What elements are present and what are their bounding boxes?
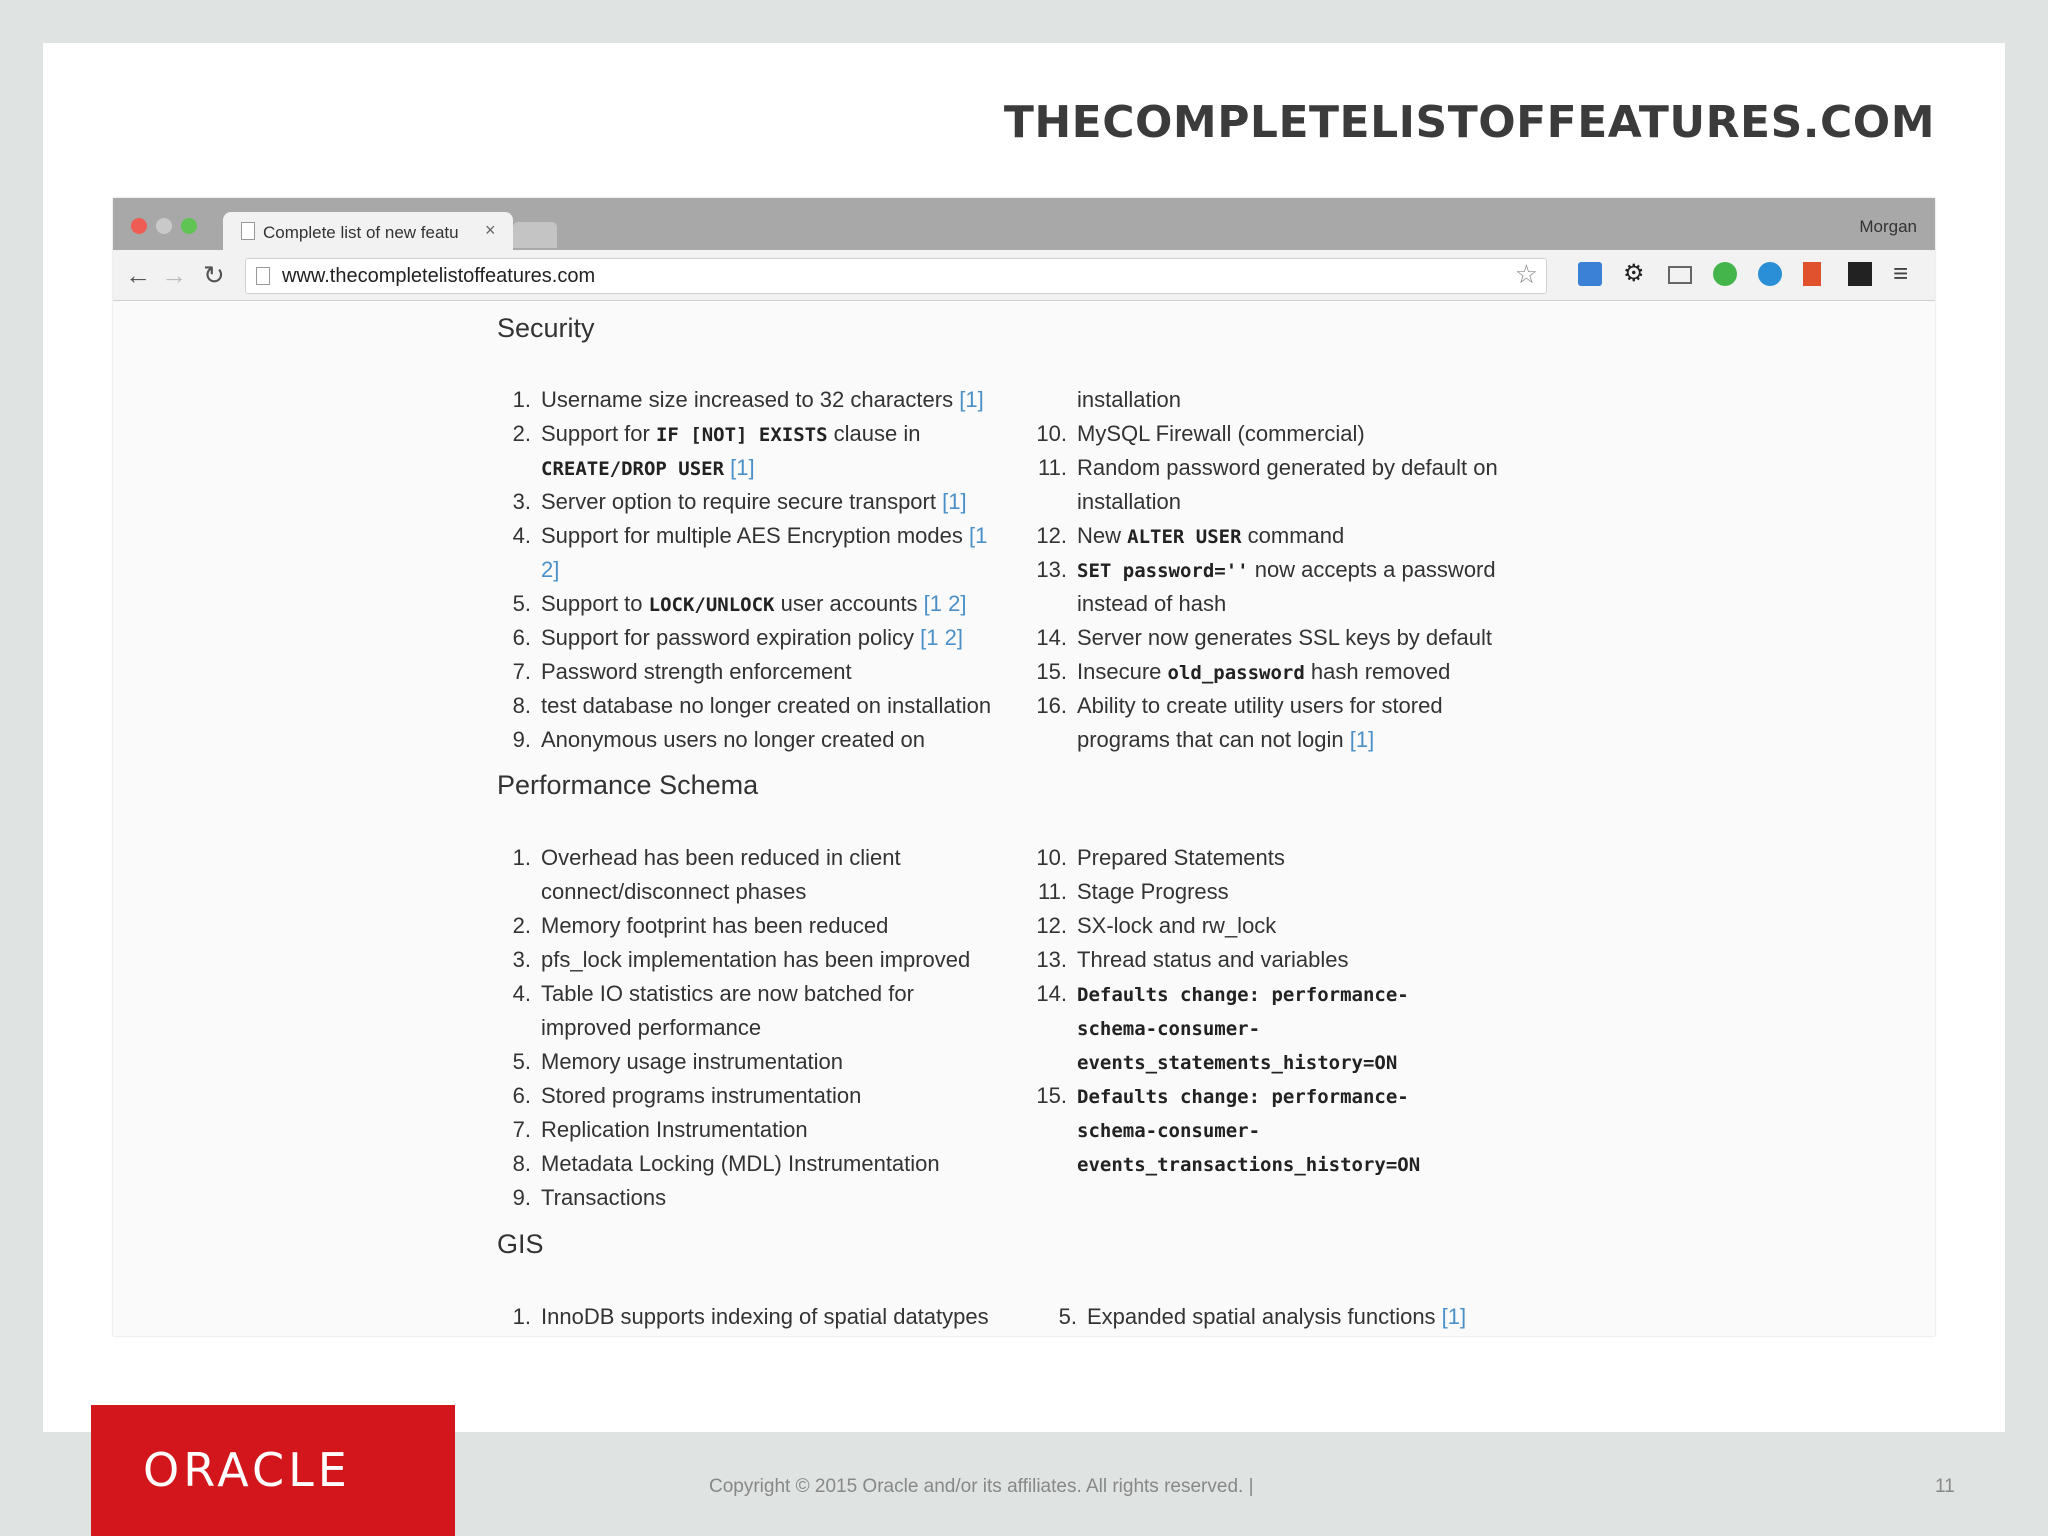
list-text: Support for password expiration policy [1 2] bbox=[541, 625, 963, 650]
page-icon bbox=[256, 267, 270, 285]
list-text: CREATE/DROP USER [1] bbox=[541, 455, 755, 480]
list-number: 5. bbox=[512, 591, 531, 616]
list-number: 8. bbox=[512, 1151, 531, 1176]
url-text: www.thecompletelistoffeatures.com bbox=[282, 265, 596, 287]
list-number: 9. bbox=[512, 1185, 531, 1210]
list-text: Prepared Statements bbox=[1077, 845, 1285, 870]
list-text: Table IO statistics are now batched for bbox=[541, 981, 914, 1006]
list-text: Username size increased to 32 characters [1] bbox=[541, 387, 984, 412]
address-bar[interactable] bbox=[245, 258, 1547, 294]
list-text: Support for multiple AES Encryption modes [1 bbox=[541, 523, 988, 548]
maximize-window-button[interactable] bbox=[181, 218, 197, 234]
hangouts-icon[interactable] bbox=[1713, 262, 1737, 286]
list-number: 3. bbox=[512, 489, 531, 514]
oracle-logo: ORACLE bbox=[143, 1443, 351, 1497]
list-number: 9. bbox=[512, 727, 531, 752]
back-icon[interactable]: ← bbox=[125, 260, 151, 290]
list-text: Support to LOCK/UNLOCK user accounts [1 2] bbox=[541, 591, 967, 616]
tab-bar bbox=[113, 198, 1935, 250]
list-text: instead of hash bbox=[1077, 591, 1227, 616]
list-text: pfs_lock implementation has been improved bbox=[541, 947, 971, 972]
list-text: Password strength enforcement bbox=[541, 659, 852, 684]
list-number: 11. bbox=[1038, 455, 1067, 480]
list-text: Transactions bbox=[541, 1185, 667, 1210]
slide-title: THECOMPLETELISTOFFEATURES.COM bbox=[1003, 97, 1935, 148]
bookmark-extension-icon[interactable] bbox=[1803, 262, 1821, 286]
browser-toolbar bbox=[113, 250, 1935, 301]
cast-icon[interactable] bbox=[1668, 266, 1692, 284]
list-text: Metadata Locking (MDL) Instrumentation bbox=[541, 1151, 940, 1176]
list-text: improved performance bbox=[541, 1015, 762, 1040]
browser-tab[interactable] bbox=[223, 212, 513, 250]
list-number: 14. bbox=[1036, 981, 1067, 1006]
close-window-button[interactable] bbox=[131, 218, 147, 234]
page-content bbox=[113, 301, 1935, 1336]
list-text: programs that can not login [1] bbox=[1077, 727, 1375, 752]
minimize-window-button[interactable] bbox=[156, 218, 172, 234]
gear-icon[interactable]: ⚙ bbox=[1623, 260, 1645, 287]
browser-window bbox=[113, 198, 1935, 1336]
section-heading-gis: GIS bbox=[497, 1229, 544, 1259]
list-text: Overhead has been reduced in client bbox=[541, 845, 901, 870]
list-number: 6. bbox=[512, 625, 531, 650]
list-number: 1. bbox=[512, 387, 531, 412]
list-text: Memory footprint has been reduced bbox=[541, 913, 889, 938]
section-heading-performance-schema: Performance Schema bbox=[497, 770, 759, 800]
profile-button[interactable]: Morgan bbox=[1859, 217, 1917, 236]
list-text: Server option to require secure transport [1] bbox=[541, 489, 967, 514]
list-number: 4. bbox=[512, 523, 531, 548]
list-text: Defaults change: performance- bbox=[1077, 1086, 1409, 1108]
list-text: Thread status and variables bbox=[1077, 947, 1349, 972]
list-text: Stage Progress bbox=[1077, 879, 1229, 904]
list-text: Defaults change: performance- bbox=[1077, 984, 1409, 1006]
list-number: 13. bbox=[1036, 557, 1067, 582]
tab-title: Complete list of new featu bbox=[263, 223, 459, 242]
list-number: 2. bbox=[512, 421, 531, 446]
list-number: 12. bbox=[1036, 523, 1067, 548]
list-text: test database no longer created on installation bbox=[541, 693, 992, 718]
oracle-logo-box bbox=[91, 1405, 455, 1536]
list-number: 7. bbox=[512, 659, 531, 684]
menu-icon[interactable]: ≡ bbox=[1893, 258, 1909, 288]
extension-globe-icon[interactable] bbox=[1758, 262, 1782, 286]
forward-icon[interactable]: → bbox=[161, 260, 187, 290]
list-number: 8. bbox=[512, 693, 531, 718]
reload-icon[interactable]: ↻ bbox=[203, 260, 225, 290]
list-number: 5. bbox=[512, 1049, 531, 1074]
bookmark-star-icon[interactable]: ☆ bbox=[1514, 259, 1538, 289]
list-number: 15. bbox=[1036, 1083, 1067, 1108]
section-heading-security: Security bbox=[497, 313, 595, 343]
list-text: Stored programs instrumentation bbox=[541, 1083, 862, 1108]
list-text: schema-consumer- bbox=[1077, 1120, 1261, 1142]
list-number: 2. bbox=[512, 913, 531, 938]
list-text: InnoDB supports indexing of spatial datatypes bbox=[541, 1304, 989, 1329]
copyright-footer: Copyright © 2015 Oracle and/or its affiliates. All rights reserved. | bbox=[709, 1476, 1254, 1497]
list-number: 13. bbox=[1036, 947, 1067, 972]
list-text: Random password generated by default on bbox=[1077, 455, 1498, 480]
list-number: 10. bbox=[1036, 845, 1067, 870]
list-text: MySQL Firewall (commercial) bbox=[1077, 421, 1365, 446]
extension-dark-icon[interactable] bbox=[1848, 262, 1872, 286]
list-text: events_transactions_history=ON bbox=[1077, 1154, 1421, 1176]
extension-chart-icon[interactable] bbox=[1578, 262, 1602, 286]
list-number: 10. bbox=[1036, 421, 1067, 446]
page-icon bbox=[241, 222, 255, 240]
list-number: 3. bbox=[512, 947, 531, 972]
list-number: 11. bbox=[1038, 879, 1067, 904]
list-number: 1. bbox=[512, 845, 531, 870]
list-number: 12. bbox=[1036, 913, 1067, 938]
list-text: Memory usage instrumentation bbox=[541, 1049, 844, 1074]
page-number: 11 bbox=[1935, 1476, 1955, 1497]
list-text: connect/disconnect phases bbox=[541, 879, 807, 904]
list-number: 15. bbox=[1036, 659, 1067, 684]
list-text: Replication Instrumentation bbox=[541, 1117, 808, 1142]
list-text: SET password='' now accepts a password bbox=[1077, 557, 1496, 582]
list-text: Expanded spatial analysis functions [1] bbox=[1087, 1304, 1467, 1329]
list-text: installation bbox=[1077, 489, 1181, 514]
list-number: 14. bbox=[1036, 625, 1067, 650]
tab-close-icon[interactable]: × bbox=[485, 220, 496, 240]
list-text: schema-consumer- bbox=[1077, 1018, 1261, 1040]
list-number: 4. bbox=[512, 981, 531, 1006]
list-text: events_statements_history=ON bbox=[1077, 1052, 1398, 1074]
list-text: installation bbox=[1077, 387, 1181, 412]
list-number: 6. bbox=[512, 1083, 531, 1108]
list-text: Server now generates SSL keys by default bbox=[1077, 625, 1492, 650]
list-text: SX-lock and rw_lock bbox=[1077, 913, 1277, 938]
list-number: 5. bbox=[1058, 1304, 1077, 1329]
list-text: 2] bbox=[541, 557, 560, 582]
list-text: Support for IF [NOT] EXISTS clause in bbox=[541, 421, 921, 446]
list-text: Ability to create utility users for stored bbox=[1077, 693, 1443, 718]
list-number: 16. bbox=[1036, 693, 1067, 718]
new-tab-button[interactable] bbox=[513, 222, 557, 248]
list-number: 1. bbox=[512, 1304, 531, 1329]
list-number: 7. bbox=[512, 1117, 531, 1142]
list-text: New ALTER USER command bbox=[1077, 523, 1345, 548]
list-text: Insecure old_password hash removed bbox=[1077, 659, 1451, 684]
list-text: Anonymous users no longer created on bbox=[541, 727, 926, 752]
